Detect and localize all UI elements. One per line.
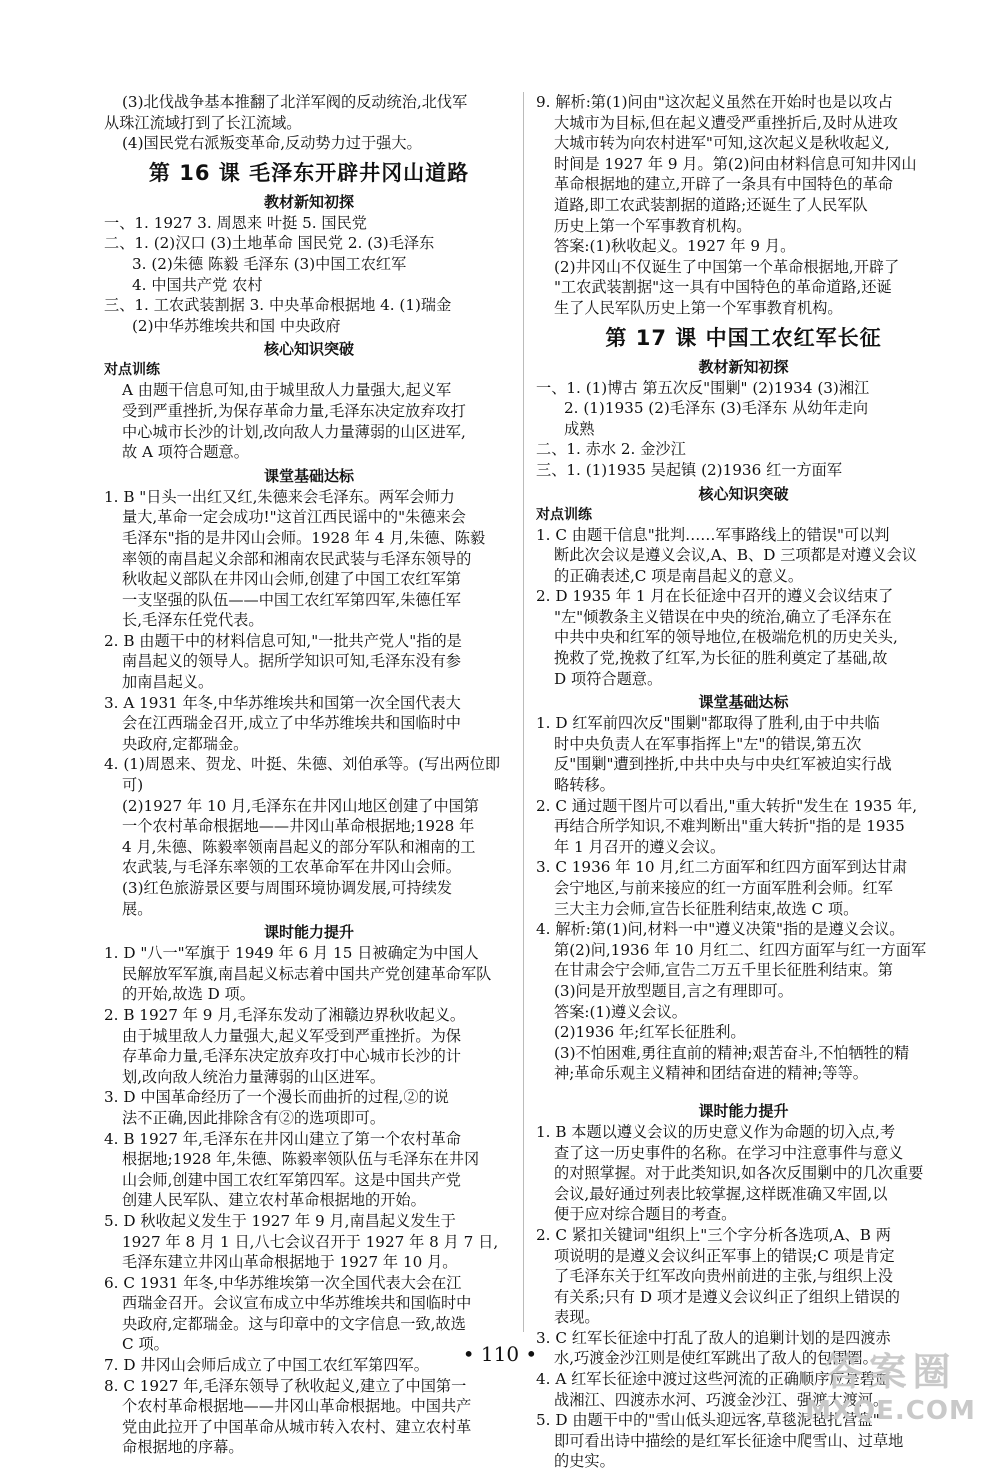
text-line: 3. C 红军长征途中打乱了敌人的追剿计划的是四渡赤	[536, 1328, 891, 1347]
text-line: 中共中央和红军的领导地位,在极端危机的历史关头,	[554, 628, 898, 647]
text-line: 由于城里敌人力量强大,起义军受到严重挫折。为保	[122, 1026, 461, 1045]
text-line: 的对照掌握。对于此类知识,如各次反围剿中的几次重要	[554, 1164, 924, 1183]
point-training-text	[536, 525, 951, 690]
list-item: 二、1. (2)汉口 (3)土地革命 国民党 2. (3)毛泽东	[104, 234, 435, 253]
text-line: 断此次会议是遵义会议,A、B、D 三项都是对遵义会议	[554, 546, 917, 565]
text-line: 道路,即工农武装割据的道路;还诞生了人民军队	[554, 195, 868, 214]
text-line: (3)北伐战争基本推翻了北洋军阀的反动统治,北伐军	[122, 93, 468, 111]
text-line: C 项。	[122, 1335, 169, 1354]
point-training-text	[104, 380, 514, 462]
section-new-knowledge: 教材新知初探	[263, 192, 354, 211]
subsection-point-training: 对点训练	[104, 362, 160, 379]
text-line: "工农武装割据"这一具有中国特色的革命道路,还诞	[554, 278, 892, 297]
text-line: (3)问是开放型题目,言之有理即可。	[554, 981, 793, 1000]
watermark-logo	[803, 1349, 978, 1441]
list-item: 三、1. 工农武装割据 3. 中央革命根据地 4. (1)瑞金	[104, 296, 452, 315]
column-divider	[523, 92, 524, 1332]
text-line: 民解放军军旗,南昌起义标志着中国共产党创建革命军队	[122, 964, 492, 983]
section-ability-improvement: 课时能力提升	[698, 1101, 789, 1120]
text-line: 三大主力会师,宣告长征胜利结束,故选 C 项。	[554, 899, 859, 918]
answer-line: 答案:(1)秋收起义。1927 年 9 月。	[554, 237, 796, 256]
text-line: 生了人民军队历史上第一个军事教育机构。	[554, 298, 843, 317]
text-line: D 项符合题意。	[554, 669, 663, 688]
text-line: 个农村革命根据地——井冈山革命根据地。中国共产	[122, 1397, 472, 1416]
text-line: 反"围剿"遭到挫折,中共中央与中央红军被迫实行战	[554, 755, 892, 774]
text-line: 量大,革命一定会成功!"这首江西民谣中的"朱德来会	[122, 508, 466, 527]
text-line: 4. 解析:第(1)问,材料一中"遵义决策"指的是遵义会议。	[536, 920, 905, 939]
list-item: 成熟	[564, 419, 595, 438]
text-line: 存革命力量,毛泽东决定放弃攻打中心城市长沙的计	[122, 1047, 461, 1066]
section-core-knowledge: 核心知识突破	[263, 340, 354, 359]
new-knowledge-list	[104, 213, 514, 337]
right-column	[536, 92, 951, 1472]
text-line: 7. D 井冈山会师后成立了中国工农红军第四军。	[104, 1356, 429, 1375]
text-line: 率领的南昌起义余部和湘南农民武装与毛泽东领导的	[122, 549, 472, 568]
list-item: 4. 中国共产党 农村	[132, 275, 263, 294]
text-line: 大城市为目标,但在起义遭受严重挫折后,及时从进攻	[554, 113, 898, 132]
text-line: 加南昌起义。	[122, 673, 214, 692]
text-line: (3)不怕困难,勇往直前的精神;艰苦奋斗,不怕牺牲的精	[554, 1043, 910, 1062]
text-line: 可)	[122, 776, 144, 795]
text-line: 毛泽东"指的是井冈山会师。1928 年 4 月,朱德、陈毅	[122, 528, 486, 547]
text-line: 一个农村革命根据地——井冈山革命根据地;1928 年	[122, 817, 475, 836]
text-line: 的正确表述,C 项是南昌起义的意义。	[554, 566, 804, 585]
text-line: 6. C 1931 年冬,中华苏维埃第一次全国代表大会在江	[104, 1273, 462, 1292]
ability-improvement-text	[104, 943, 514, 1458]
text-line: 2. B 1927 年 9 月,毛泽东发动了湘赣边界秋收起义。	[104, 1005, 466, 1024]
list-item: 2. (1)1935 (2)毛泽东 (3)毛泽东 从幼年走向	[564, 399, 869, 418]
text-line: (2)1936 年;红军长征胜利。	[554, 1023, 746, 1042]
text-line: 受到严重挫折,为保存革命力量,毛泽东决定放弃攻打	[122, 401, 466, 420]
text-line: 的史实。	[554, 1452, 615, 1471]
text-line: 挽救了党,挽救了红军,为长征的胜利奠定了基础,故	[554, 649, 888, 668]
subsection-point-training: 对点训练	[536, 506, 592, 523]
text-line: 从珠江流域打到了长江流域。	[104, 113, 302, 132]
text-line: 3. D 中国革命经历了一个漫长而曲折的过程,②的说	[104, 1088, 449, 1107]
text-line: 时间是 1927 年 9 月。第(2)问由材料信息可知井冈山	[554, 154, 917, 173]
text-line: 根据地;1928 年,朱德、陈毅率领队伍与毛泽东在井冈	[122, 1150, 480, 1169]
text-line: 故 A 项符合题意。	[122, 443, 249, 462]
text-line: 农武装,与毛泽东率领的工农革命军在井冈山会师。	[122, 858, 461, 877]
text-line: 5. D 由题干中的"雪山低头迎远客,草毯泥毡扎营盘"	[536, 1411, 880, 1430]
text-line: 会宁地区,与前来接应的红一方面军胜利会师。红军	[554, 879, 893, 897]
text-line: 2. C 紧扣关键词"组织上"三个字分析各选项,A、B 两	[536, 1225, 891, 1244]
text-line: (2)井冈山不仅诞生了中国第一个革命根据地,开辟了	[554, 257, 900, 276]
text-line: 时中央负责人在军事指挥上"左"的错误,第五次	[554, 734, 862, 753]
text-line: 项说明的是遵义会议纠正军事上的错误;C 项是肯定	[554, 1246, 895, 1265]
classroom-basics-text	[536, 713, 951, 1084]
text-line: 南昌起义的领导人。据所学知识可知,毛泽东没有参	[122, 652, 461, 671]
text-line: "左"倾教条主义错误在中央的统治,确立了毛泽东在	[554, 607, 892, 626]
text-line: 4. (1)周恩来、贺龙、叶挺、朱德、刘伯承等。(写出两位即	[104, 755, 501, 774]
text-line: 在甘肃会宁会师,宣告二万五千里长征胜利结束。第	[554, 961, 893, 980]
text-line: 中心城市长沙的计划,改向敌人力量薄弱的山区进军,	[122, 422, 466, 441]
page-number: • 110 •	[462, 1342, 538, 1366]
section-new-knowledge: 教材新知初探	[698, 357, 789, 376]
watermark-top: 答案圈	[824, 1350, 957, 1394]
text-line: (2)1927 年 10 月,毛泽东在井冈山地区创建了中国第	[122, 796, 479, 815]
right-intro	[536, 92, 951, 319]
text-line: 毛泽东建立井冈山革命根据地于 1927 年 10 月。	[122, 1253, 458, 1272]
text-line: 2. B 由题干中的材料信息可知,"一批共产党人"指的是	[104, 631, 462, 650]
text-line: 创建人民军队、建立农村革命根据地的开始。	[122, 1191, 426, 1210]
text-line: A 由题干信息可知,由于城里敌人力量强大,起义军	[122, 381, 452, 400]
text-line: 3. A 1931 年冬,中华苏维埃共和国第一次全国代表大	[104, 693, 461, 712]
text-line: 1. D "八一"军旗于 1949 年 6 月 15 日被确定为中国人	[104, 944, 479, 963]
text-line: 即可看出诗中描绘的是红军长征途中爬雪山、过草地	[554, 1431, 904, 1450]
text-line: 神;革命乐观主义精神和团结奋进的精神;等等。	[554, 1064, 868, 1083]
lesson-17-title: 第 17 课 中国工农红军长征	[605, 325, 882, 350]
text-line: 央政府,定都瑞金。这与印章中的文字信息一致,故选	[122, 1314, 466, 1333]
text-line: (3)红色旅游景区要与周围环境协调发展,可持续发	[122, 879, 453, 897]
new-knowledge-list	[536, 378, 951, 481]
section-ability-improvement: 课时能力提升	[263, 923, 354, 942]
text-line: 大城市转为向农村进军"可知,这次起义是秋收起义,	[554, 134, 890, 153]
list-item: 一、1. (1)博古 第五次反"围剿" (2)1934 (3)湘江	[536, 378, 870, 397]
list-item: 二、1. 赤水 2. 金沙江	[536, 440, 686, 459]
text-line: 1927 年 8 月 1 日,八七会议召开于 1927 年 8 月 7 日,	[122, 1232, 499, 1251]
text-line: 4. B 1927 年,毛泽东在井冈山建立了第一个农村革命	[104, 1129, 461, 1148]
text-line: 命根据地的序幕。	[122, 1438, 244, 1457]
text-line: 表现。	[554, 1308, 600, 1327]
text-line: 水,巧渡金沙江则是使红军跳出了敌人的包围圈。	[554, 1349, 878, 1368]
text-line: 8. C 1927 年,毛泽东领导了秋收起义,建立了中国第一	[104, 1376, 467, 1395]
text-line: 5. D 秋收起义发生于 1927 年 9 月,南昌起义发生于	[104, 1211, 456, 1230]
text-line: 秋收起义部队在井冈山会师,创建了中国工农红军第	[122, 570, 461, 589]
text-line: 一支坚强的队伍——中国工农红军第四军,朱德任军	[122, 590, 461, 609]
watermark-bottom: MXQE.COM	[805, 1396, 976, 1426]
list-item: 三、1. (1)1935 吴起镇 (2)1936 红一方面军	[536, 460, 843, 479]
text-line: 3. C 1936 年 10 月,红二方面军和红四方面军到达甘肃	[536, 858, 908, 877]
text-line: 有关系;只有 D 项才是遵义会议纠正了组织上错误的	[554, 1287, 900, 1306]
text-line: 4. A 红军长征途中渡过这些河流的正确顺序应是碧血	[536, 1370, 891, 1389]
text-line: 略转移。	[554, 776, 615, 795]
text-line: 革命根据地的建立,开辟了一条具有中国特色的革命	[554, 175, 893, 194]
classroom-basics-text	[104, 487, 514, 919]
text-line: 9. 解析:第(1)问由"这次起义虽然在开始时也是以攻占	[536, 93, 893, 111]
text-line: 党由此拉开了中国革命从城市转入农村、建立农村革	[122, 1417, 472, 1436]
text-line: 1. B "日头一出红又红,朱德来会毛泽东。两军会师力	[104, 487, 455, 506]
text-line: 历史上第一个军事教育机构。	[554, 216, 752, 235]
left-intro	[104, 92, 514, 154]
section-classroom-basics: 课堂基础达标	[698, 693, 789, 712]
text-line: 山会师,创建中国工农红军第四军。这是中国共产党	[122, 1170, 461, 1189]
text-line: 第(2)问,1936 年 10 月红二、红四方面军与红一方面军	[554, 940, 927, 959]
lesson-16-title: 第 16 课 毛泽东开辟井冈山道路	[148, 160, 470, 185]
text-line: 西瑞金召开。会议宣布成立中华苏维埃共和国临时中	[122, 1294, 472, 1313]
section-core-knowledge: 核心知识突破	[698, 484, 789, 503]
text-line: 会在江西瑞金召开,成立了中华苏维埃共和国临时中	[122, 714, 461, 733]
text-line: 2. C 通过题干图片可以看出,"重大转折"发生在 1935 年,	[536, 796, 918, 815]
spacer	[536, 1084, 951, 1098]
list-item: (2)中华苏维埃共和国 中央政府	[132, 316, 341, 335]
text-line: 战湘江、四渡赤水河、巧渡金沙江、强渡大渡河。	[554, 1390, 889, 1409]
list-item: 一、1. 1927 3. 周恩来 叶挺 5. 国民党	[104, 213, 367, 232]
left-column	[104, 92, 514, 1458]
answer-line: 答案:(1)遵义会议。	[554, 1002, 687, 1021]
text-line: 了毛泽东关于红军改向贵州前进的主张,与组织上没	[554, 1267, 893, 1286]
text-line: 1. C 由题干信息"批判……军事路线上的错误"可以判	[536, 525, 890, 544]
text-line: 查了这一历史事件的名称。在学习中注意事件与意义	[554, 1143, 904, 1162]
text-line: 1. B 本题以遵义会议的历史意义作为命题的切入点,考	[536, 1122, 896, 1141]
text-line: 央政府,定都瑞金。	[122, 734, 249, 753]
text-line: 年 1 月召开的遵义会议。	[554, 837, 726, 856]
text-line: 再结合所学知识,不难判断出"重大转折"指的是 1935	[554, 817, 905, 836]
text-line: 长,毛泽东任党代表。	[122, 611, 264, 630]
text-line: 便于应对综合题目的考查。	[554, 1205, 737, 1224]
text-line: 的开始,故选 D 项。	[122, 985, 255, 1004]
list-item: 3. (2)朱德 陈毅 毛泽东 (3)中国工农红军	[132, 254, 407, 273]
text-line: 4 月,朱德、陈毅率领南昌起义的部分军队和湘南的工	[122, 837, 476, 856]
text-line: 展。	[122, 899, 153, 918]
text-line: 1. D 红军前四次反"围剿"都取得了胜利,由于中共临	[536, 714, 880, 733]
text-line: 法不正确,因此排除含有②的选项即可。	[122, 1108, 386, 1127]
text-line: 2. D 1935 年 1 月在长征途中召开的遵义会议结束了	[536, 587, 894, 606]
text-line: (4)国民党右派叛变革命,反动势力过于强大。	[122, 134, 422, 153]
section-classroom-basics: 课堂基础达标	[263, 466, 354, 485]
text-line: 划,改向敌人统治力量薄弱的山区进军。	[122, 1067, 386, 1086]
text-line: 会议,最好通过列表比较掌握,这样既准确又牢固,以	[554, 1184, 888, 1203]
